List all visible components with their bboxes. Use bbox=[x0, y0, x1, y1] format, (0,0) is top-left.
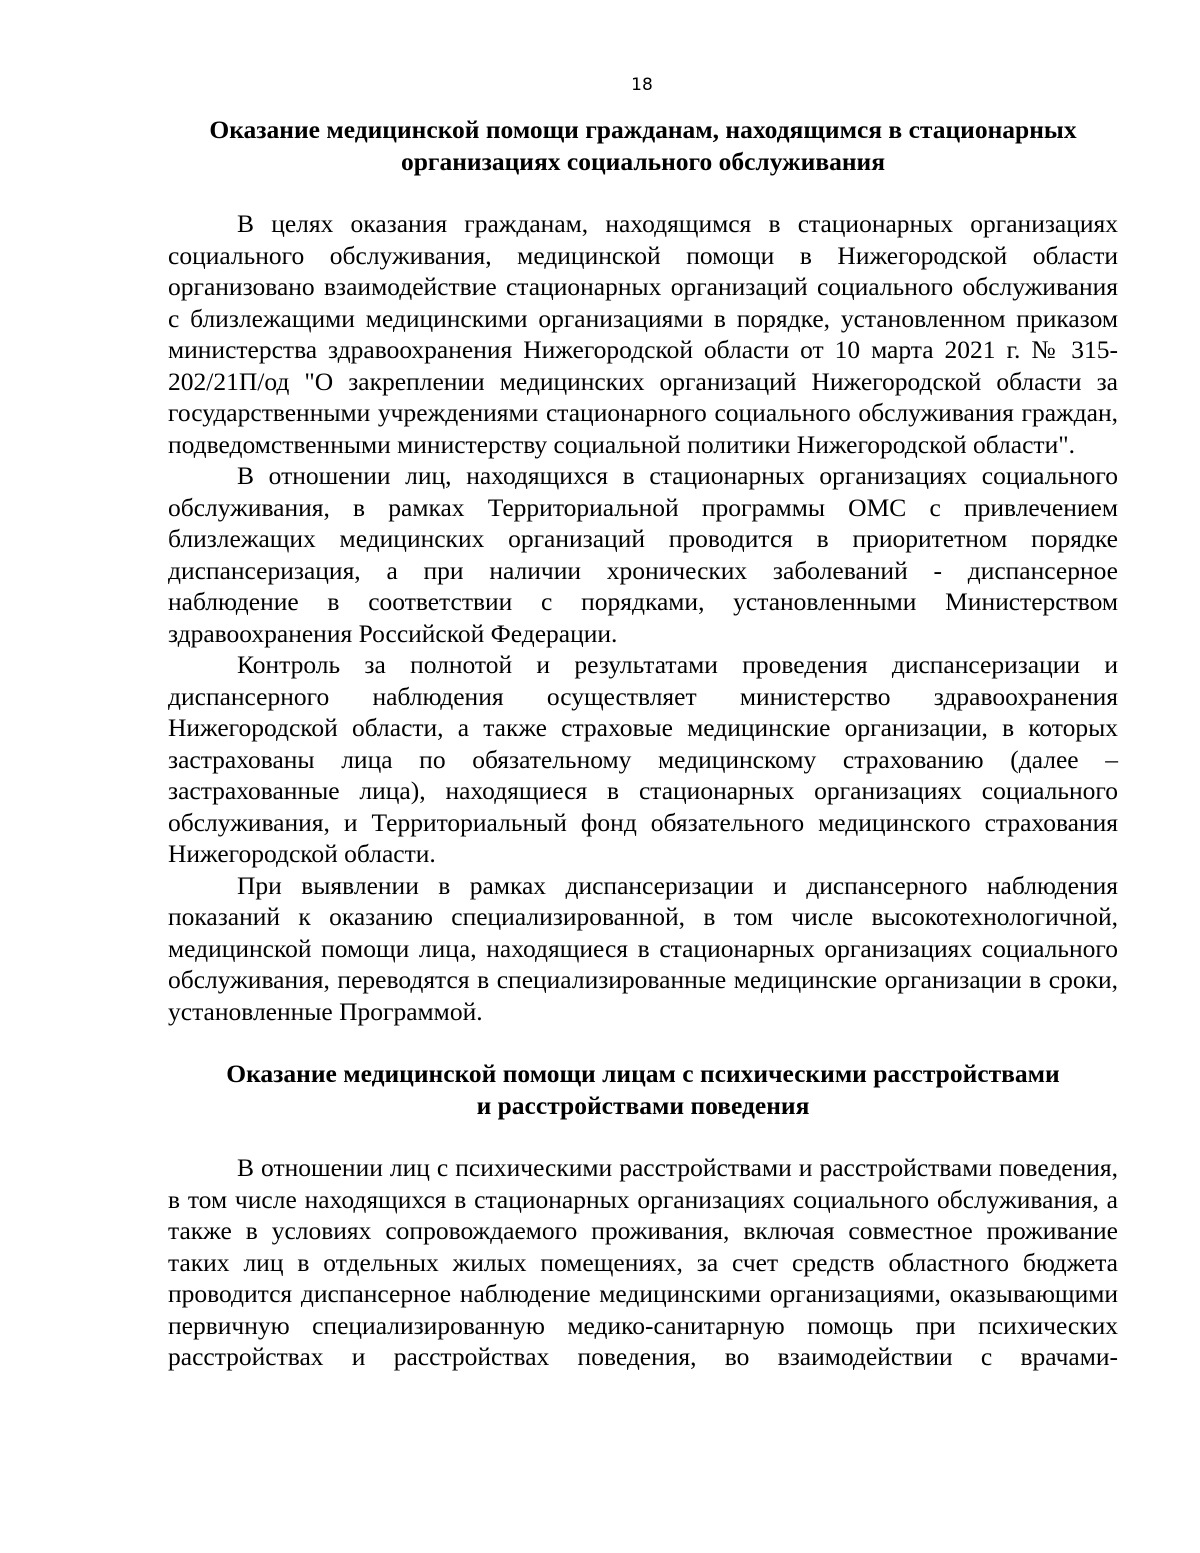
document-body bbox=[168, 114, 1118, 1373]
section-title bbox=[168, 1058, 1118, 1121]
page-number: 18 bbox=[631, 75, 653, 95]
section-title-line: организациях социального обслуживания bbox=[400, 146, 886, 176]
section-title-line: и расстройствами поведения bbox=[476, 1090, 810, 1120]
section-title-line: Оказание медицинской помощи гражданам, находящимся в стационарных bbox=[209, 115, 1077, 144]
paragraph: В отношении лиц с психическими расстройствами и расстройствами поведения, в том числе находящихся в стационарных организациях социального обслуживания, а также в условиях сопровождаемого проживания, включая совместное проживание таких лиц в отдельных жилых помещениях, за счет средств областного бюджета проводится диспансерное наблюдение медицинскими организациями, оказывающими первичную специализированную медико-санитарную помощь при психических расстройствах и расстройствах поведения, во взаимодействии с врачами- bbox=[168, 1153, 1118, 1371]
section-title-line: Оказание медицинской помощи лицам с психическими расстройствами bbox=[226, 1059, 1060, 1088]
paragraph: В отношении лиц, находящихся в стационарных организациях социального обслуживания, в рамках Территориальной программы ОМС с привлечением близлежащих медицинских организаций проводится в приоритетном порядке диспансеризация, а при наличии хронических заболеваний - диспансерное наблюдение в соответствии с порядками, установленными Министерством здравоохранения Российской Федерации. bbox=[168, 461, 1118, 648]
paragraph: При выявлении в рамках диспансеризации и диспансерного наблюдения показаний к оказанию специализированной, в том числе высокотехнологичной, медицинской помощи лица, находящиеся в стационарных организациях социального обслуживания, переводятся в специализированные медицинские организации в сроки, установленные Программой. bbox=[168, 870, 1118, 1026]
paragraph: Контроль за полнотой и результатами проведения диспансеризации и диспансерного наблюдения осуществляет министерство здравоохранения Нижегородской области, а также страховые медицинские организации, в которых застрахованы лица по обязательному медицинскому страхованию (далее – застрахованные лица), находящиеся в стационарных организациях социального обслуживания, и Территориальный фонд обязательного медицинского страхования Нижегородской области. bbox=[168, 650, 1118, 868]
paragraph: В целях оказания гражданам, находящимся в стационарных организациях социального обслуживания, медицинской помощи в Нижегородской области организовано взаимодействие стационарных организаций социального обслуживания с близлежащими медицинскими организациями в порядке, установленном приказом министерства здравоохранения Нижегородской области от 10 марта 2021 г. № 315-202/21П/од "О закреплении медицинских организаций Нижегородской области за государственными учреждениями стационарного социального обслуживания граждан, подведомственными министерству социальной политики Нижегородской области". bbox=[168, 209, 1118, 459]
section-title bbox=[168, 114, 1118, 177]
